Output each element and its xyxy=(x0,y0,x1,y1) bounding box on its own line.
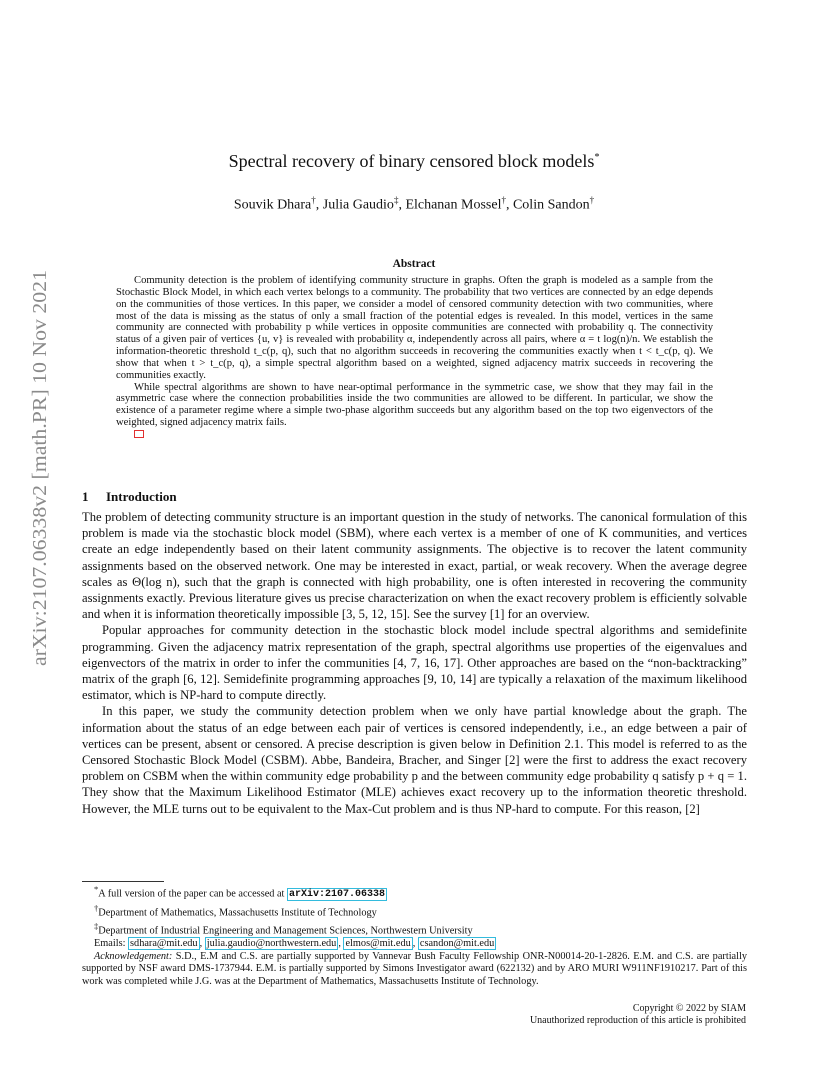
author-name: Colin Sandon xyxy=(512,197,590,213)
section-heading xyxy=(82,489,177,505)
ack-text: S.D., E.M and C.S. are partially supported by Vannevar Bush Faculty Fellowship ONR-N00014-20-1-2826. E.M. and C.S. are partially supported by NSF award DMS-1737944. E.M. is partially supported by Simons Investigator award (622132) and by ARO MURI W911NF1910217. Part of this work was completed while J.G. was at the Department of Mathematics, Massachusetts Institute of Technology. xyxy=(82,950,747,987)
bookmark-marker xyxy=(134,430,144,438)
email-link[interactable]: sdhara@mit.edu xyxy=(130,938,198,950)
footnote-fullversion: *A full version of the paper can be accessed at arXiv:2107.06338 xyxy=(94,884,386,901)
email-link[interactable]: elmos@mit.edu xyxy=(345,938,411,950)
email-link[interactable]: julia.gaudio@northwestern.edu xyxy=(206,938,337,950)
paper-title xyxy=(0,151,828,172)
acknowledgement xyxy=(82,951,747,989)
author-affiliation-mark: † xyxy=(589,195,595,205)
copyright-line: Copyright © 2022 by SIAM xyxy=(632,1003,746,1014)
abstract-paragraph-2: While spectral algorithms are shown to have near-optimal performance in the symmetric case, we show that they may fail in the asymmetric case where the connection probabilities inside the two communities are allowed to be different. In particular, we show the existence of a parameter regime where a simple two-phase algorithm succeeds but any algorithm based on the top two eigenvectors of the weighted, signed adjacency matrix fails. xyxy=(116,381,713,429)
arxiv-stamp xyxy=(14,268,58,668)
footnotes xyxy=(82,883,747,988)
body-paragraph-1: The problem of detecting community structure is an important question in the study of networks. The canonical formulation of this problem is made via the stochastic block model (SBM), where each vertex is a member of one of K communities, and vertices create an edge independently based on their latent community assignments. The objective is to recover the latent community assignments based on the observed network. One may be interested in exact, partial, or weak recovery. When the average degree scales as Θ(log n), such that the graph is connected with high probability, one is often interested in recovering the community assignments exactly. Previous literature gives us precise characterization on when the exact recovery problem is efficiently solvable and when it is information theoretically impossible [3, 5, 12, 15]. See the survey [1] for an overview. xyxy=(82,510,747,622)
author-name: Julia Gaudio xyxy=(322,197,394,213)
author-name: Souvik Dhara xyxy=(233,197,312,213)
footnote-emails: Emails: sdhara@mit.edu , julia.gaudio@northwestern.edu , elmos@mit.edu , csandon@mit.edu xyxy=(94,938,495,950)
intro-body xyxy=(82,509,747,817)
body-paragraph-3: In this paper, we study the community detection problem when we only have partial knowledge about the graph. The information about the status of an edge between each pair of vertices is censored independently, i.e., an edge between a pair of vertices can be present, absent or censored. A precise description is given below in Definition 2.1. This model is referred to as the Censored Stochastic Block Model (CSBM). Abbe, Bandeira, Bracher, and Singer [2] were the first to address the exact recovery problem on CSBM when the within community edge probability p and the between community edge probability q satisfy p + q = 1. They show that the Maximum Likelihood Estimator (MLE) achieves exact recovery up to the information theoretic threshold. However, the MLE turns out to be equivalent to the Max-Cut problem and is thus NP-hard to compute. For this reason, [2] xyxy=(82,704,747,816)
abstract-paragraph-1: Community detection is the problem of identifying community structure in graphs. Often the graph is modeled as a sample from the Stochastic Block Model, in which each vertex belongs to a community. The probability that two vertices are connected by an edge depends on the communities of those vertices. In this paper, we consider a model of censored community detection with two communities, where most of the data is missing as the status of only a small fraction of the potential edges is revealed. In this model, vertices in the same community are connected with probability p while vertices in opposite communities are connected with probability q. The connectivity status of a given pair of vertices {u, v} is revealed with probability α, independently across all pairs, where α = t log(n)/n. We establish the information-theoretic threshold t_c(p, q), such that no algorithm succeeds in recovering the communities exactly when t < t_c(p, q). We show that when t > t_c(p, q), a simple spectral algorithm based on a weighted, signed adjacency matrix succeeds in recovering the communities exactly. xyxy=(116,275,713,381)
abstract-body xyxy=(116,275,713,442)
author-affiliation-mark: † xyxy=(501,195,506,205)
author-name: Elchanan Mossel xyxy=(405,197,502,213)
author-list: Souvik Dhara†, Julia Gaudio‡, Elchanan Mossel†, Colin Sandon† xyxy=(233,195,595,213)
footnote-rule xyxy=(82,881,164,882)
abstract-heading: Abstract xyxy=(392,258,436,270)
footnote-text: Department of Industrial Engineering and Management Sciences, Northwestern University xyxy=(98,925,473,937)
copyright-notice xyxy=(440,1003,746,1027)
footnote-text: A full version of the paper can be accessed at xyxy=(98,888,285,900)
author-affiliation-mark: ‡ xyxy=(393,195,399,205)
body-paragraph-2: Popular approaches for community detection in the stochastic block model include spectral algorithms and semidefinite programming. Given the adjacency matrix representation of the graph, spectral algorithms use properties of the eigenvalues and eigenvectors of the matrix in order to infer the communities [4, 7, 16, 17]. Other approaches are based on the “non-backtracking” matrix of the graph [6, 12]. Semidefinite programming approaches [9, 10, 14] are typically a relaxation of the maximum likelihood estimator, which is NP-hard to compute directly. xyxy=(82,623,747,703)
title-text: Spectral recovery of binary censored block models xyxy=(228,151,595,171)
arxiv-identifier: arXiv:2107.06338v2 [math.PR] 10 Nov 2021 xyxy=(29,293,51,666)
ack-label: Acknowledgement: xyxy=(94,950,173,962)
section-number: 1 xyxy=(82,489,89,504)
reproduction-notice: Unauthorized reproduction of this article is prohibited xyxy=(529,1015,746,1027)
section-title: Introduction xyxy=(106,489,177,504)
title-footnote-mark: * xyxy=(594,152,600,163)
emails-label: Emails: xyxy=(94,938,126,950)
arxiv-link[interactable]: arXiv:2107.06338 xyxy=(289,889,386,901)
footnote-text: Department of Mathematics, Massachusetts Institute of Technology xyxy=(98,907,377,919)
footnote-affiliation-nw: ‡Department of Industrial Engineering and Management Sciences, Northwestern University xyxy=(94,921,473,937)
author-affiliation-mark: † xyxy=(311,195,316,205)
footnote-affiliation-mit: †Department of Mathematics, Massachusetts Institute of Technology xyxy=(94,903,377,919)
email-link[interactable]: csandon@mit.edu xyxy=(419,938,495,950)
